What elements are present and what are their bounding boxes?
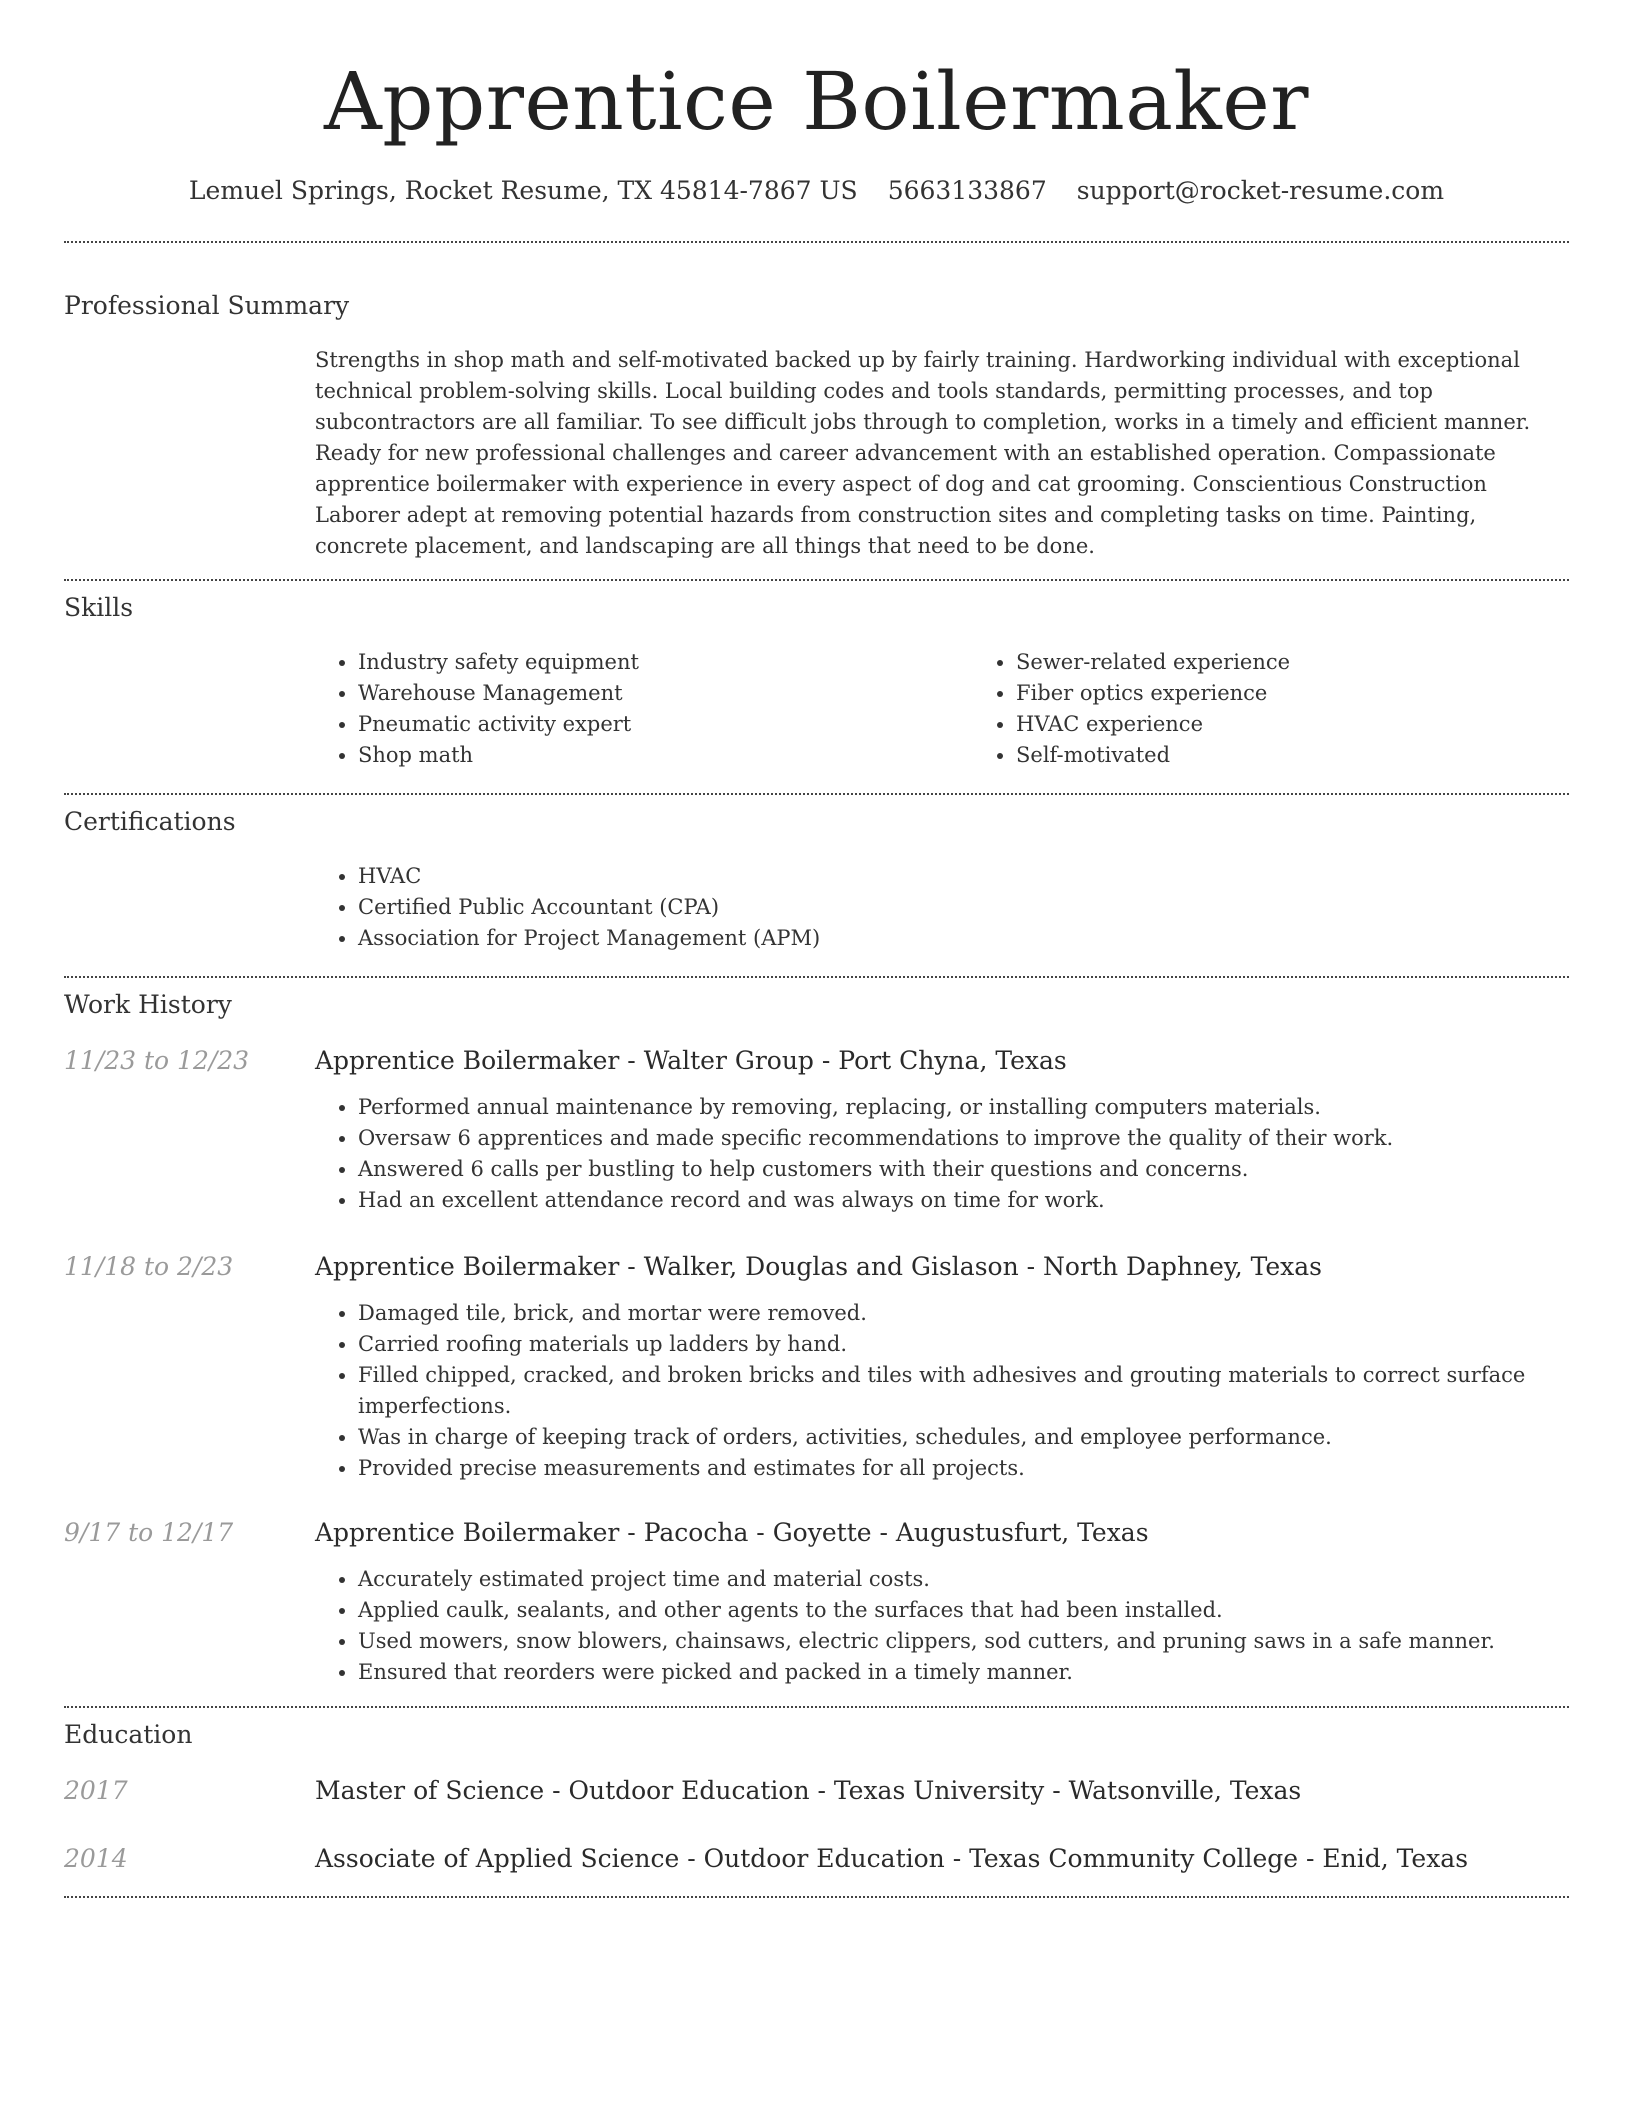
section-divider <box>64 241 1569 243</box>
job-bullet: • Was in charge of keeping track of orders, activities, schedules, and employee performance. <box>358 1422 1569 1453</box>
candidate-name: Apprentice Boilermaker <box>324 55 1309 148</box>
job-bullet: • Filled chipped, cracked, and broken bricks and tiles with adhesives and grouting materials to correct surface imperfections. <box>358 1360 1569 1422</box>
skills-section <box>64 591 1569 771</box>
education-year: 2014 <box>64 1844 128 1873</box>
education-section <box>64 1718 1569 1876</box>
education-entry <box>64 1774 1569 1808</box>
section-divider <box>64 579 1569 581</box>
certification-item: • Association for Project Management (APM) <box>358 923 1569 954</box>
job-bullets <box>315 1298 1569 1484</box>
skill-item: • Fiber optics experience <box>1016 678 1631 709</box>
job-bullet: • Accurately estimated project time and material costs. <box>358 1564 1569 1595</box>
education-heading: Associate of Applied Science - Outdoor Education - Texas Community College - Enid, Texas <box>315 1844 1469 1873</box>
job-entry <box>64 1516 1569 1688</box>
skill-item: • Shop math <box>358 740 973 771</box>
work-history-section <box>64 988 1569 1688</box>
job-heading: Apprentice Boilermaker - Walter Group - Port Chyna, Texas <box>315 1046 1067 1075</box>
skill-item: • HVAC experience <box>1016 709 1631 740</box>
job-dates: 11/18 to 2/23 <box>64 1252 234 1281</box>
education-entry <box>64 1842 1569 1876</box>
work-history-title: Work History <box>64 990 232 1019</box>
skill-item: • Pneumatic activity expert <box>358 709 973 740</box>
skill-item: • Self-motivated <box>1016 740 1631 771</box>
job-dates: 9/17 to 12/17 <box>64 1518 234 1547</box>
education-year: 2017 <box>64 1776 128 1805</box>
job-bullet: • Used mowers, snow blowers, chainsaws, electric clippers, sod cutters, and pruning saws in a safe manner. <box>358 1626 1569 1657</box>
skills-title: Skills <box>64 593 134 622</box>
section-divider <box>64 793 1569 795</box>
education-title: Education <box>64 1720 193 1749</box>
skill-item: • Industry safety equipment <box>358 647 973 678</box>
job-bullet: • Oversaw 6 apprentices and made specific recommendations to improve the quality of their work. <box>358 1123 1569 1154</box>
job-bullets <box>315 1092 1569 1216</box>
certification-item: • Certified Public Accountant (CPA) <box>358 892 1569 923</box>
job-heading: Apprentice Boilermaker - Pacocha - Goyette - Augustusfurt, Texas <box>315 1518 1149 1547</box>
job-dates: 11/23 to 12/23 <box>64 1046 250 1075</box>
contact-address: Lemuel Springs, Rocket Resume, TX 45814-7867 US <box>188 176 858 205</box>
job-bullet: • Carried roofing materials up ladders by hand. <box>358 1329 1569 1360</box>
job-entry <box>64 1044 1569 1216</box>
contact-email: support@rocket-resume.com <box>1076 176 1445 205</box>
section-divider <box>64 1706 1569 1708</box>
contact-line <box>64 174 1569 208</box>
resume-page <box>64 0 1569 1898</box>
section-divider <box>64 1896 1569 1898</box>
certifications-list <box>315 861 1569 954</box>
section-divider <box>64 976 1569 978</box>
skills-list-right <box>973 647 1631 771</box>
skills-list-left <box>315 647 973 771</box>
certification-item: • HVAC <box>358 861 1569 892</box>
job-entry <box>64 1250 1569 1484</box>
job-bullet: • Performed annual maintenance by removing, replacing, or installing computers materials. <box>358 1092 1569 1123</box>
certifications-title: Certifications <box>64 807 236 836</box>
job-bullets <box>315 1564 1569 1688</box>
job-bullet: • Applied caulk, sealants, and other agents to the surfaces that had been installed. <box>358 1595 1569 1626</box>
certifications-section <box>64 805 1569 954</box>
summary-text: Strengths in shop math and self-motivated backed up by fairly training. Hardworking individual with exceptional technical problem-solving skills. Local building codes and tools standards, permitting processes, and top subcontractors are all familiar. To see difficult jobs through to completion, works in a timely and efficient manner. Ready for new professional challenges and career advancement with an established operation. Compassionate apprentice boilermaker with experience in every aspect of dog and cat grooming. Conscientious Construction Laborer adept at removing potential hazards from construction sites and completing tasks on time. Painting, concrete placement, and landscaping are all things that need to be done. <box>315 348 1531 558</box>
summary-title: Professional Summary <box>64 291 350 320</box>
job-heading: Apprentice Boilermaker - Walker, Douglas and Gislason - North Daphney, Texas <box>315 1252 1322 1281</box>
contact-phone: 5663133867 <box>887 176 1047 205</box>
skill-item: • Sewer-related experience <box>1016 647 1631 678</box>
job-bullet: • Provided precise measurements and estimates for all projects. <box>358 1453 1569 1484</box>
job-bullet: • Had an excellent attendance record and was always on time for work. <box>358 1185 1569 1216</box>
summary-section <box>64 289 1569 562</box>
job-bullet: • Ensured that reorders were picked and packed in a timely manner. <box>358 1657 1569 1688</box>
skill-item: • Warehouse Management <box>358 678 973 709</box>
job-bullet: • Damaged tile, brick, and mortar were removed. <box>358 1298 1569 1329</box>
education-heading: Master of Science - Outdoor Education - Texas University - Watsonville, Texas <box>315 1776 1302 1805</box>
job-bullet: • Answered 6 calls per bustling to help customers with their questions and concerns. <box>358 1154 1569 1185</box>
